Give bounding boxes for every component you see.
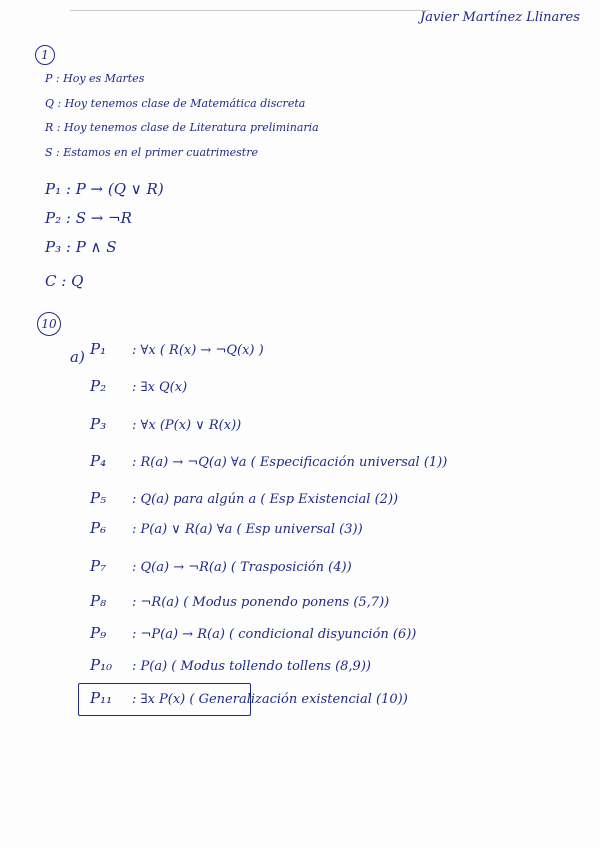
step-text: : P(a) ∨ R(a) ∀a ( Esp universal (3))	[132, 522, 363, 537]
step-text: : ∀x ( R(x) → ¬Q(x) )	[132, 343, 264, 358]
step-text: : ∃x P(x) ( Generalización existencial (10))	[132, 692, 408, 707]
proposition-s: S : Estamos en el primer cuatrimestre	[45, 146, 258, 159]
step-p3	[90, 415, 241, 433]
step-label: P₄	[90, 452, 107, 470]
conclusion: C : Q	[45, 272, 84, 290]
step-text: : P(a) ( Modus tollendo tollens (8,9))	[132, 659, 371, 674]
step-text: : Q(a) para algún a ( Esp Existencial (2))	[132, 492, 399, 507]
step-p11	[90, 689, 408, 707]
proposition-r: R : Hoy tenemos clase de Literatura preliminaria	[45, 121, 319, 134]
step-p1	[90, 340, 264, 358]
author-name: Javier Martínez Llinares	[420, 10, 580, 25]
step-text: : R(a) → ¬Q(a) ∀a ( Especificación universal (1))	[132, 455, 448, 470]
step-label: P₇	[90, 557, 107, 575]
step-label: P₈	[90, 592, 107, 610]
step-text: : ¬R(a) ( Modus ponendo ponens (5,7))	[132, 595, 390, 610]
exercise-10-number: 10	[37, 312, 61, 336]
step-p2	[90, 377, 187, 395]
step-p8	[90, 592, 389, 610]
exercise-1-number: 1	[35, 45, 55, 65]
premise-1: P₁ : P → (Q ∨ R)	[45, 180, 164, 198]
step-text: : Q(a) → ¬R(a) ( Trasposición (4))	[132, 560, 352, 575]
step-p9	[90, 624, 416, 642]
step-label: P₁₁	[90, 689, 113, 707]
step-p4	[90, 452, 447, 470]
step-label: P₆	[90, 519, 107, 537]
step-text: : ¬P(a) → R(a) ( condicional disyunción (6))	[132, 627, 417, 642]
step-p5	[90, 489, 398, 507]
step-p7	[90, 557, 352, 575]
premise-3: P₃ : P ∧ S	[45, 238, 117, 256]
step-label: P₅	[90, 489, 107, 507]
step-text: : ∃x Q(x)	[132, 380, 188, 395]
step-text: : ∀x (P(x) ∨ R(x))	[132, 418, 242, 433]
part-a-label: a)	[70, 348, 85, 366]
step-p6	[90, 519, 363, 537]
step-label: P₉	[90, 624, 107, 642]
step-label: P₂	[90, 377, 107, 395]
step-label: P₁₀	[90, 656, 113, 674]
step-label: P₃	[90, 415, 107, 433]
proposition-p: P : Hoy es Martes	[45, 72, 145, 85]
premise-2: P₂ : S → ¬R	[45, 209, 132, 227]
step-p10	[90, 656, 371, 674]
step-label: P₁	[90, 340, 107, 358]
header-rule	[70, 10, 430, 11]
proposition-q: Q : Hoy tenemos clase de Matemática discreta	[45, 97, 306, 110]
